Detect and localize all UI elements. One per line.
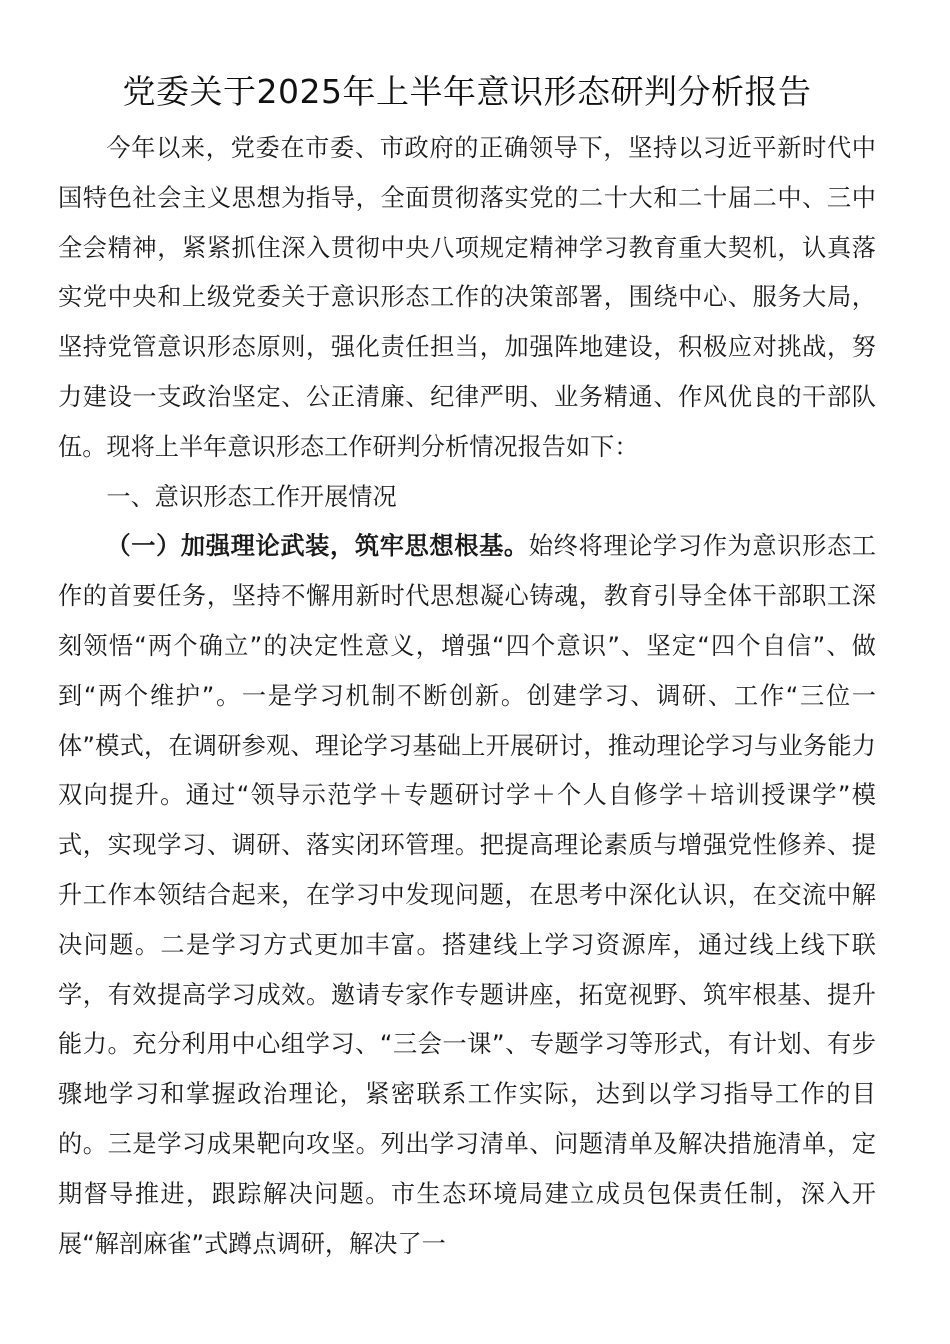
- section-heading-1: 一、意识形态工作开展情况: [106, 482, 397, 511]
- document-title: 党委关于2025年上半年意识形态研判分析报告: [122, 72, 812, 111]
- subsection-1-paragraph: [58, 522, 876, 1269]
- subsection-1-body: 始终将理论学习作为意识形态工作的首要任务，坚持不懈用新时代思想凝心铸魂，教育引导全体干部职工深刻领悟“两个确立”的决定性意义，增强“四个意识”、坚定“四个自信”、做到“两个维护”。一是学习机制不断创新。创建学习、调研、工作“三位一体”模式，在调研参观、理论学习基础上开展研讨，推动理论学习与业务能力双向提升。通过“领导示范学＋专题研讨学＋个人自修学＋培训授课学”模式，实现学习、调研、落实闭环管理。把提高理论素质与增强党性修养、提升工作本领结合起来，在学习中发现问题，在思考中深化认识，在交流中解决问题。二是学习方式更加丰富。搭建线上学习资源库，通过线上线下联学，有效提高学习成效。邀请专家作专题讲座，拓宽视野、筑牢根基、提升能力。充分利用中心组学习、“三会一课”、专题学习等形式，有计划、有步骤地学习和掌握政治理论，紧密联系工作实际，达到以学习指导工作的目的。三是学习成果靶向攻坚。列出学习清单、问题清单及解决措施清单，定期督导推进，跟踪解决问题。市生态环境局建立成员包保责任制，深入开展“解剖麻雀”式蹲点调研，解决了一: [58, 532, 876, 1258]
- document-page: [58, 64, 876, 1269]
- subsection-1-lead: （一）加强理论武装，筑牢思想根基。: [106, 532, 529, 561]
- intro-paragraph: 今年以来，党委在市委、市政府的正确领导下，坚持以习近平新时代中国特色社会主义思想为指导，全面贯彻落实党的二十大和二十届二中、三中全会精神，紧紧抓住深入贯彻中央八项规定精神学习教育重大契机，认真落实党中央和上级党委关于意识形态工作的决策部署，围绕中心、服务大局，坚持党管意识形态原则，强化责任担当，加强阵地建设，积极应对挑战，努力建设一支政治坚定、公正清廉、纪律严明、业务精通、作风优良的干部队伍。现将上半年意识形态工作研判分析情况报告如下：: [58, 134, 876, 461]
